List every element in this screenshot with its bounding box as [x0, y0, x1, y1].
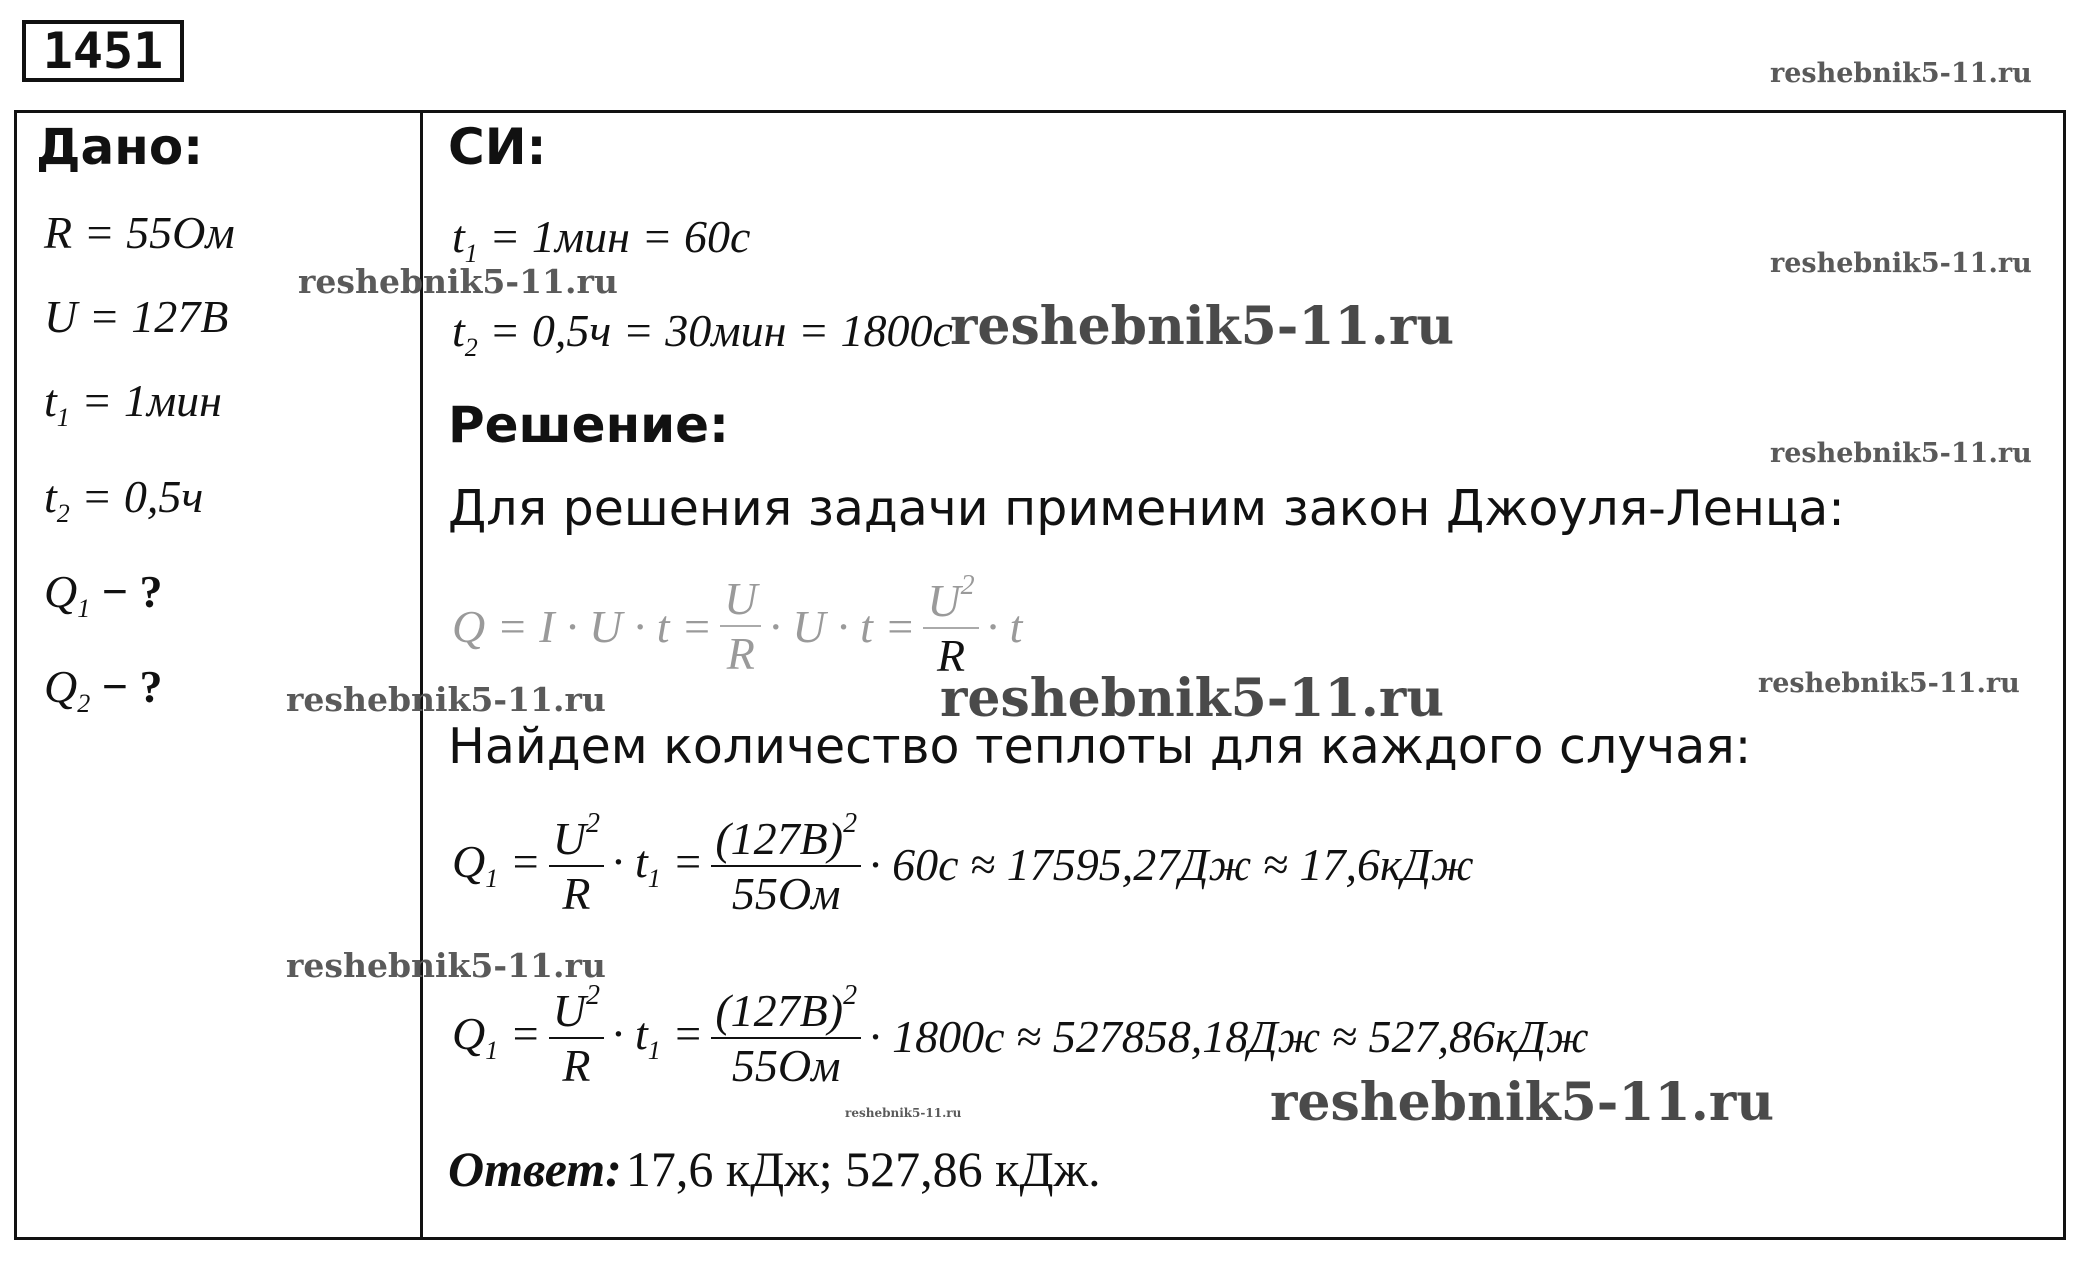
watermark: reshebnik5-11.ru — [1270, 1072, 1775, 1133]
watermark: reshebnik5-11.ru — [845, 1106, 962, 1120]
solution-heading: Решение: — [448, 396, 730, 454]
answer-text: 17,6 кДж; 527,86 кДж. — [625, 1141, 1101, 1197]
watermark: reshebnik5-11.ru — [1758, 668, 2020, 699]
given-resistance: R = 55Ом — [44, 207, 235, 258]
si-line-2: $t_2 = 0,5ч = 30мин = 1800с$ — [452, 305, 953, 362]
si-line-1: $t_1 = 1мин = 60с$ — [452, 211, 751, 268]
answer-label: Ответ: — [448, 1141, 622, 1197]
problem-number: 1451 — [22, 20, 184, 82]
given-unknown-q2: $Q_2$ − ? — [44, 661, 163, 718]
given-unknown-q1: $Q_1$ − ? — [44, 566, 163, 623]
watermark: reshebnik5-11.ru — [940, 668, 1445, 729]
solution-intro: Для решения задачи применим закон Джоуля-Ленца: — [448, 480, 1845, 537]
given-time-1: $t_1 = 1мин$ — [44, 375, 222, 432]
si-heading: СИ: — [448, 118, 547, 176]
watermark: reshebnik5-11.ru — [286, 680, 606, 719]
calc-q1: $Q_1$ = $\frac{U^2}{R}$ · $t_1$ = $\frac{(127В)^2}{55Ом}$ · 60с ≈ 17595,27Дж ≈ 17,6кДж — [452, 808, 1474, 919]
given-time-2: $t_2 = 0,5ч$ — [44, 471, 204, 528]
solution-find: Найдем количество теплоты для каждого случая: — [448, 718, 1752, 775]
given-voltage: U = 127В — [44, 291, 229, 342]
watermark: reshebnik5-11.ru — [298, 262, 618, 301]
answer-line — [448, 1140, 1101, 1198]
watermark: reshebnik5-11.ru — [1770, 58, 2032, 89]
watermark: reshebnik5-11.ru — [1770, 248, 2032, 279]
joule-lenz-law: Q = I · U · t = $\frac{U}{R}$ · U · t = $\frac{U^2}{R}$ · t — [452, 570, 1023, 681]
calc-q2: $Q_1$ = $\frac{U^2}{R}$ · $t_1$ = $\frac{(127В)^2}{55Ом}$ · 1800с ≈ 527858,18Дж ≈ 527,86кДж — [452, 980, 1589, 1091]
watermark: reshebnik5-11.ru — [1770, 438, 2032, 469]
watermark: reshebnik5-11.ru — [286, 946, 606, 985]
given-heading: Дано: — [36, 118, 204, 176]
watermark: reshebnik5-11.ru — [950, 296, 1455, 357]
